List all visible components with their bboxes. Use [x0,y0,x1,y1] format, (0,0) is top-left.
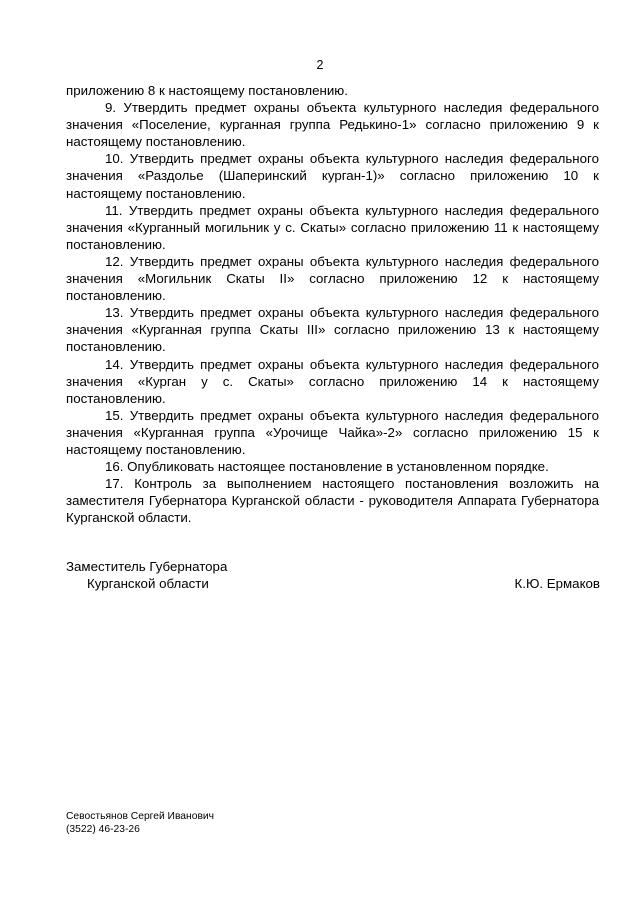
paragraph-item-12: 12. Утвердить предмет охраны объекта культурного наследия федерального значения «Могильник Скаты II» согласно приложению 12 к настоящему постановлению. [66,253,599,304]
signatory-position-line2: Курганской области [87,576,209,592]
signatory-position-line1: Заместитель Губернатора [66,559,228,574]
paragraph-item-10: 10. Утвердить предмет охраны объекта культурного наследия федерального значения «Раздолье (Шаперинский курган-1)» согласно приложению 10 к настоящему постановлению. [66,151,599,201]
paragraph-item-13: 13. Утвердить предмет охраны объекта культурного наследия федерального значения «Курганная группа Скаты III» согласно приложению 13 к настоящему постановлению. [66,305,599,355]
footer-contact [66,810,214,837]
signature-row [66,575,600,592]
paragraph-item-17: 17. Контроль за выполнением настоящего постановления возложить на заместителя Губернатора Курганской области - руководителя Аппарата Губернатора Курганской области. [66,476,599,526]
footer-author: Севостьянов Сергей Иванович [66,811,215,822]
paragraph-item-9: 9. Утвердить предмет охраны объекта культурного наследия федерального значения «Поселение, курганная группа Редькино-1» согласно приложению 9 к настоящему постановлению. [66,100,599,150]
paragraph-item-14: 14. Утвердить предмет охраны объекта культурного наследия федерального значения «Курган у с. Скаты» согласно приложению 14 к настоящему постановлению. [66,356,599,406]
page-number: 2 [316,58,324,72]
paragraph-continuation: приложению 8 к настоящему постановлению. [66,83,348,98]
footer-phone: (3522) 46-23-26 [66,824,140,836]
paragraph-item-16: 16. Опубликовать настоящее постановление в установленном порядке. [105,459,549,475]
signature-block [66,558,600,592]
paragraph-item-15: 15. Утвердить предмет охраны объекта культурного наследия федерального значения «Курганная группа «Урочище Чайка»-2» согласно приложению 15 к настоящему постановлению. [66,407,599,457]
signatory-name: К.Ю. Ермаков [514,576,600,592]
document-body [66,82,599,526]
paragraph-item-11: 11. Утвердить предмет охраны объекта культурного наследия федерального значения «Курганный могильник у с. Скаты» согласно приложению 11 к настоящему постановлению. [66,202,599,252]
